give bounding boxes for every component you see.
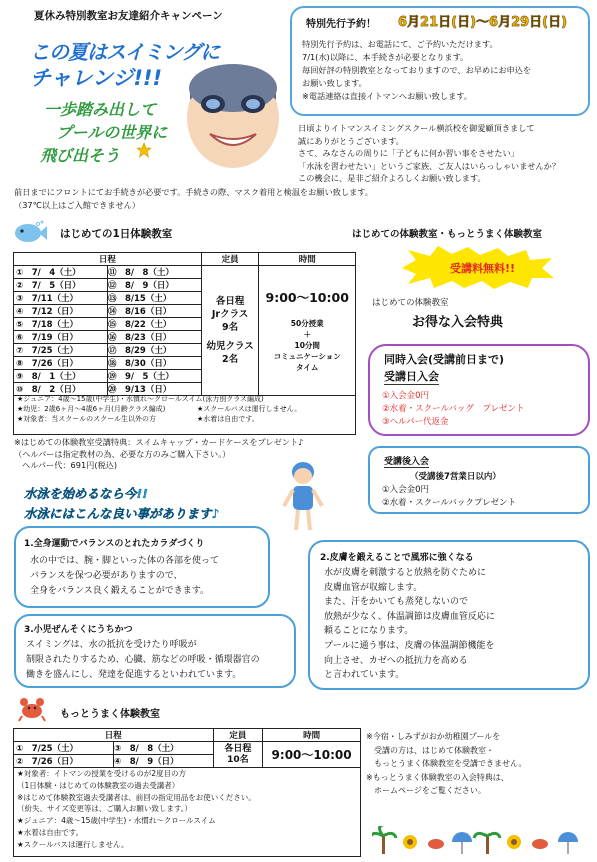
crab-icon xyxy=(18,696,46,722)
course1-notes: ★ジュニア：4歳～15歳(中学生)・水慣れ～クロールスイム(泳力別クラス編成) ★幼児：2歳6ヶ月～4歳6ヶ月(月齢クラス編成) ★スクールバスは運行しません。 ★対象者：当スクールのスクール生以外の方 ★水着は自由です。 xyxy=(13,393,356,435)
catch-line-4: プールの世界に xyxy=(56,123,168,142)
star-icon xyxy=(136,142,152,158)
header-capacity: 定員 xyxy=(201,253,259,266)
benefit-box-1: 同時入会(受講前日まで) 受講日入会 ①入会金0円 ②水着・スクールバッグ プレゼント ③ヘルパー代返金 xyxy=(368,344,590,436)
course1-extra: ※はじめての体験教室受講特典：スイムキャップ・カードケースをプレゼント♪ （ヘルパーは指定教材の為、必要な方のみご購入下さい。） ヘルパー代：691円(税込) xyxy=(14,437,304,470)
table-row: ⑦ 7/25（土） ⑰ 8/29（土） xyxy=(14,344,356,357)
course2-notes: ★対象者：イトマンの授業を受けるのが2度目の方 （1日体験・はじめての体験教室の過去受講者） ※はじめて体験教室過去受講者は、前回の指定用品をお使いください。 （紛失、サイズ変更等は、ご購入お願い致します。） ★ジュニア：4歳～15歳(中学生)・水慣れ～クロールスイム ★水着は自由です。 ★スクールバスは運行しません。 xyxy=(13,767,361,857)
table-row: ④ 7/12（日） ⑭ 8/16（日） xyxy=(14,305,356,318)
preorder-label: 特別先行予約！ xyxy=(306,19,376,30)
table-row: ⑨ 8/ 1（土） ⑲ 9/ 5（土） xyxy=(14,370,356,383)
catch-line-1: この夏はスイミングに xyxy=(30,40,220,64)
table-row: ③ 7/11（土） ⑬ 8/15（土） xyxy=(14,292,356,305)
sunflower-icon xyxy=(403,835,417,849)
beach-decoration xyxy=(372,826,592,856)
preorder-dates: 6月21日(日)～6月29日(日) xyxy=(398,11,567,30)
catch-line-3: 一歩踏み出して xyxy=(44,100,157,119)
palm-tree-icon xyxy=(372,826,396,854)
preorder-box xyxy=(290,6,590,116)
merits-head-1: 水泳を始めるなら今!! xyxy=(24,486,148,501)
table-row: ① 7/25（土） ③ 8/ 8（土） 各日程 10名 9:00～10:00 xyxy=(14,742,361,755)
course2-title: もっとうまく体験教室 xyxy=(60,709,160,720)
merit-3-box: 3.小児ぜんそくにうちかつ スイミングは、水の抵抗を受けたり呼吸が 制限されたりするため、心臓、筋などの呼吸・循環器官の 働きを盛んにし、発達を促進するといわれています。 xyxy=(14,614,296,688)
girl-swimmer-illustration xyxy=(278,460,328,532)
entry-notice: 前日までにフロントにてお手続きが必要です。手続きの際、マスク着用と検温をお願い致します。 （37℃以上はご入館できません） xyxy=(14,187,373,210)
benefit-small: はじめての体験教室 xyxy=(372,298,449,308)
table-row: ⑧ 7/26（日） ⑱ 8/30（日） xyxy=(14,357,356,370)
table-row: ⑥ 7/19（日） ⑯ 8/23（日） xyxy=(14,331,356,344)
free-burst xyxy=(398,246,558,290)
course-right-title: はじめての体験教室・もっとうまく体験教室 xyxy=(352,229,543,240)
table-row: ② 7/ 5（日） ⑫ 8/ 9（日） xyxy=(14,279,356,292)
merit-2-box: 2.皮膚を鍛えることで風邪に強くなる 水が皮膚を刺激すると放熱を防ぐために 皮膚血管が収縮します。 また、汗をかいても蒸発しないので 放熱が少なく、体温調節は皮膚血管反応に 頼ることになります。 プールに通う事は、皮膚の体温調節機能を 向上させ、カゼへの抵抗力を高める と言われています。 xyxy=(308,540,590,690)
benefit-box-2: 受講後入会 （受講後7営業日以内） ①入会金0円 ②水着・スクールバックプレゼント xyxy=(368,446,590,514)
umbrella-icon xyxy=(452,832,472,854)
course2-side-notes: ※今宿・しみずがおか幼稚園プールを 受講の方は、はじめて体験教室・ もっとうまく体験教室を受講できません。 ※もっとうまく体験教室の入会特典は、 ホームページをご覧ください。 xyxy=(366,732,527,795)
greeting-text: 日頃よりイトマンスイミングスクール横浜校を御愛顧頂きまして 誠にありがとうございます。 さて、みなさんの周りに「子どもに何か習い事をさせたい」 「水泳を習わせたい」というご家族、ご友人はいらっしゃいませんか？ この機会に、是非ご紹介よろしくお願い致します。 xyxy=(298,123,561,184)
free-label: 受講料無料!! xyxy=(450,262,516,275)
table-row: ⑩ 8/ 2（日） ⑳ 9/13（日） xyxy=(14,383,356,396)
swimmer-photo xyxy=(180,58,286,170)
catch-line-2: チャレンジ!!! xyxy=(30,66,163,90)
preorder-lines: 特別先行予約は、お電話にて、ご予約いただけます。 7/1(水)以降に、本手続きが必要となります。 毎回好評の特別教室となっておりますので、お早めにお申込を お願い致します。 ※電話連絡は直接イトマンへお願い致します。 xyxy=(302,39,532,101)
merits-head-2: 水泳にはこんな良い事があります♪ xyxy=(24,506,220,521)
table-row: ② 7/26（日） ④ 8/ 9（日） xyxy=(14,755,361,768)
schedule-table-2: 日程 定員 時間 ① 7/25（土） ③ 8/ 8（土） 各日程 10名 9:00～10:00 ② 7/26（日） ④ 8/ 9（日） xyxy=(13,728,361,768)
table-row: ⑤ 7/18（土） ⑮ 8/22（土） xyxy=(14,318,356,331)
capacity-cell: 各日程 Jrクラス 9名 幼児クラス 2名 xyxy=(201,266,259,396)
campaign-title: 夏休み特別教室お友達紹介キャンペーン xyxy=(34,10,223,22)
benefit-title: お得な入会特典 xyxy=(412,315,504,330)
course1-title: はじめての1日体験教室 xyxy=(60,228,173,240)
time-cell: 9:00～10:00 50分授業 ＋ 10分間 コミュニケーション タイム xyxy=(259,266,356,396)
header-time: 時間 xyxy=(259,253,356,266)
fish-icon xyxy=(12,220,48,244)
merit-1-box: 1.全身運動でバランスのとれたカラダづくり 水の中では、腕・脚といった体の各部を使って バランスを保つ必要がありますので、 全身をバランス良く鍛えることができます。 xyxy=(14,526,270,608)
crab-small-icon xyxy=(428,839,444,849)
table-row: ① 7/ 4（土） ⑪ 8/ 8（土） 各日程 Jrクラス 9名 幼児クラス 2名 9:00～10:00 50分授業 ＋ 10分間 コミュニケーション タイム xyxy=(14,266,356,279)
header-date: 日程 xyxy=(14,253,202,266)
catch-line-5: 飛び出そう xyxy=(40,146,121,165)
schedule-table-1 xyxy=(13,252,356,396)
